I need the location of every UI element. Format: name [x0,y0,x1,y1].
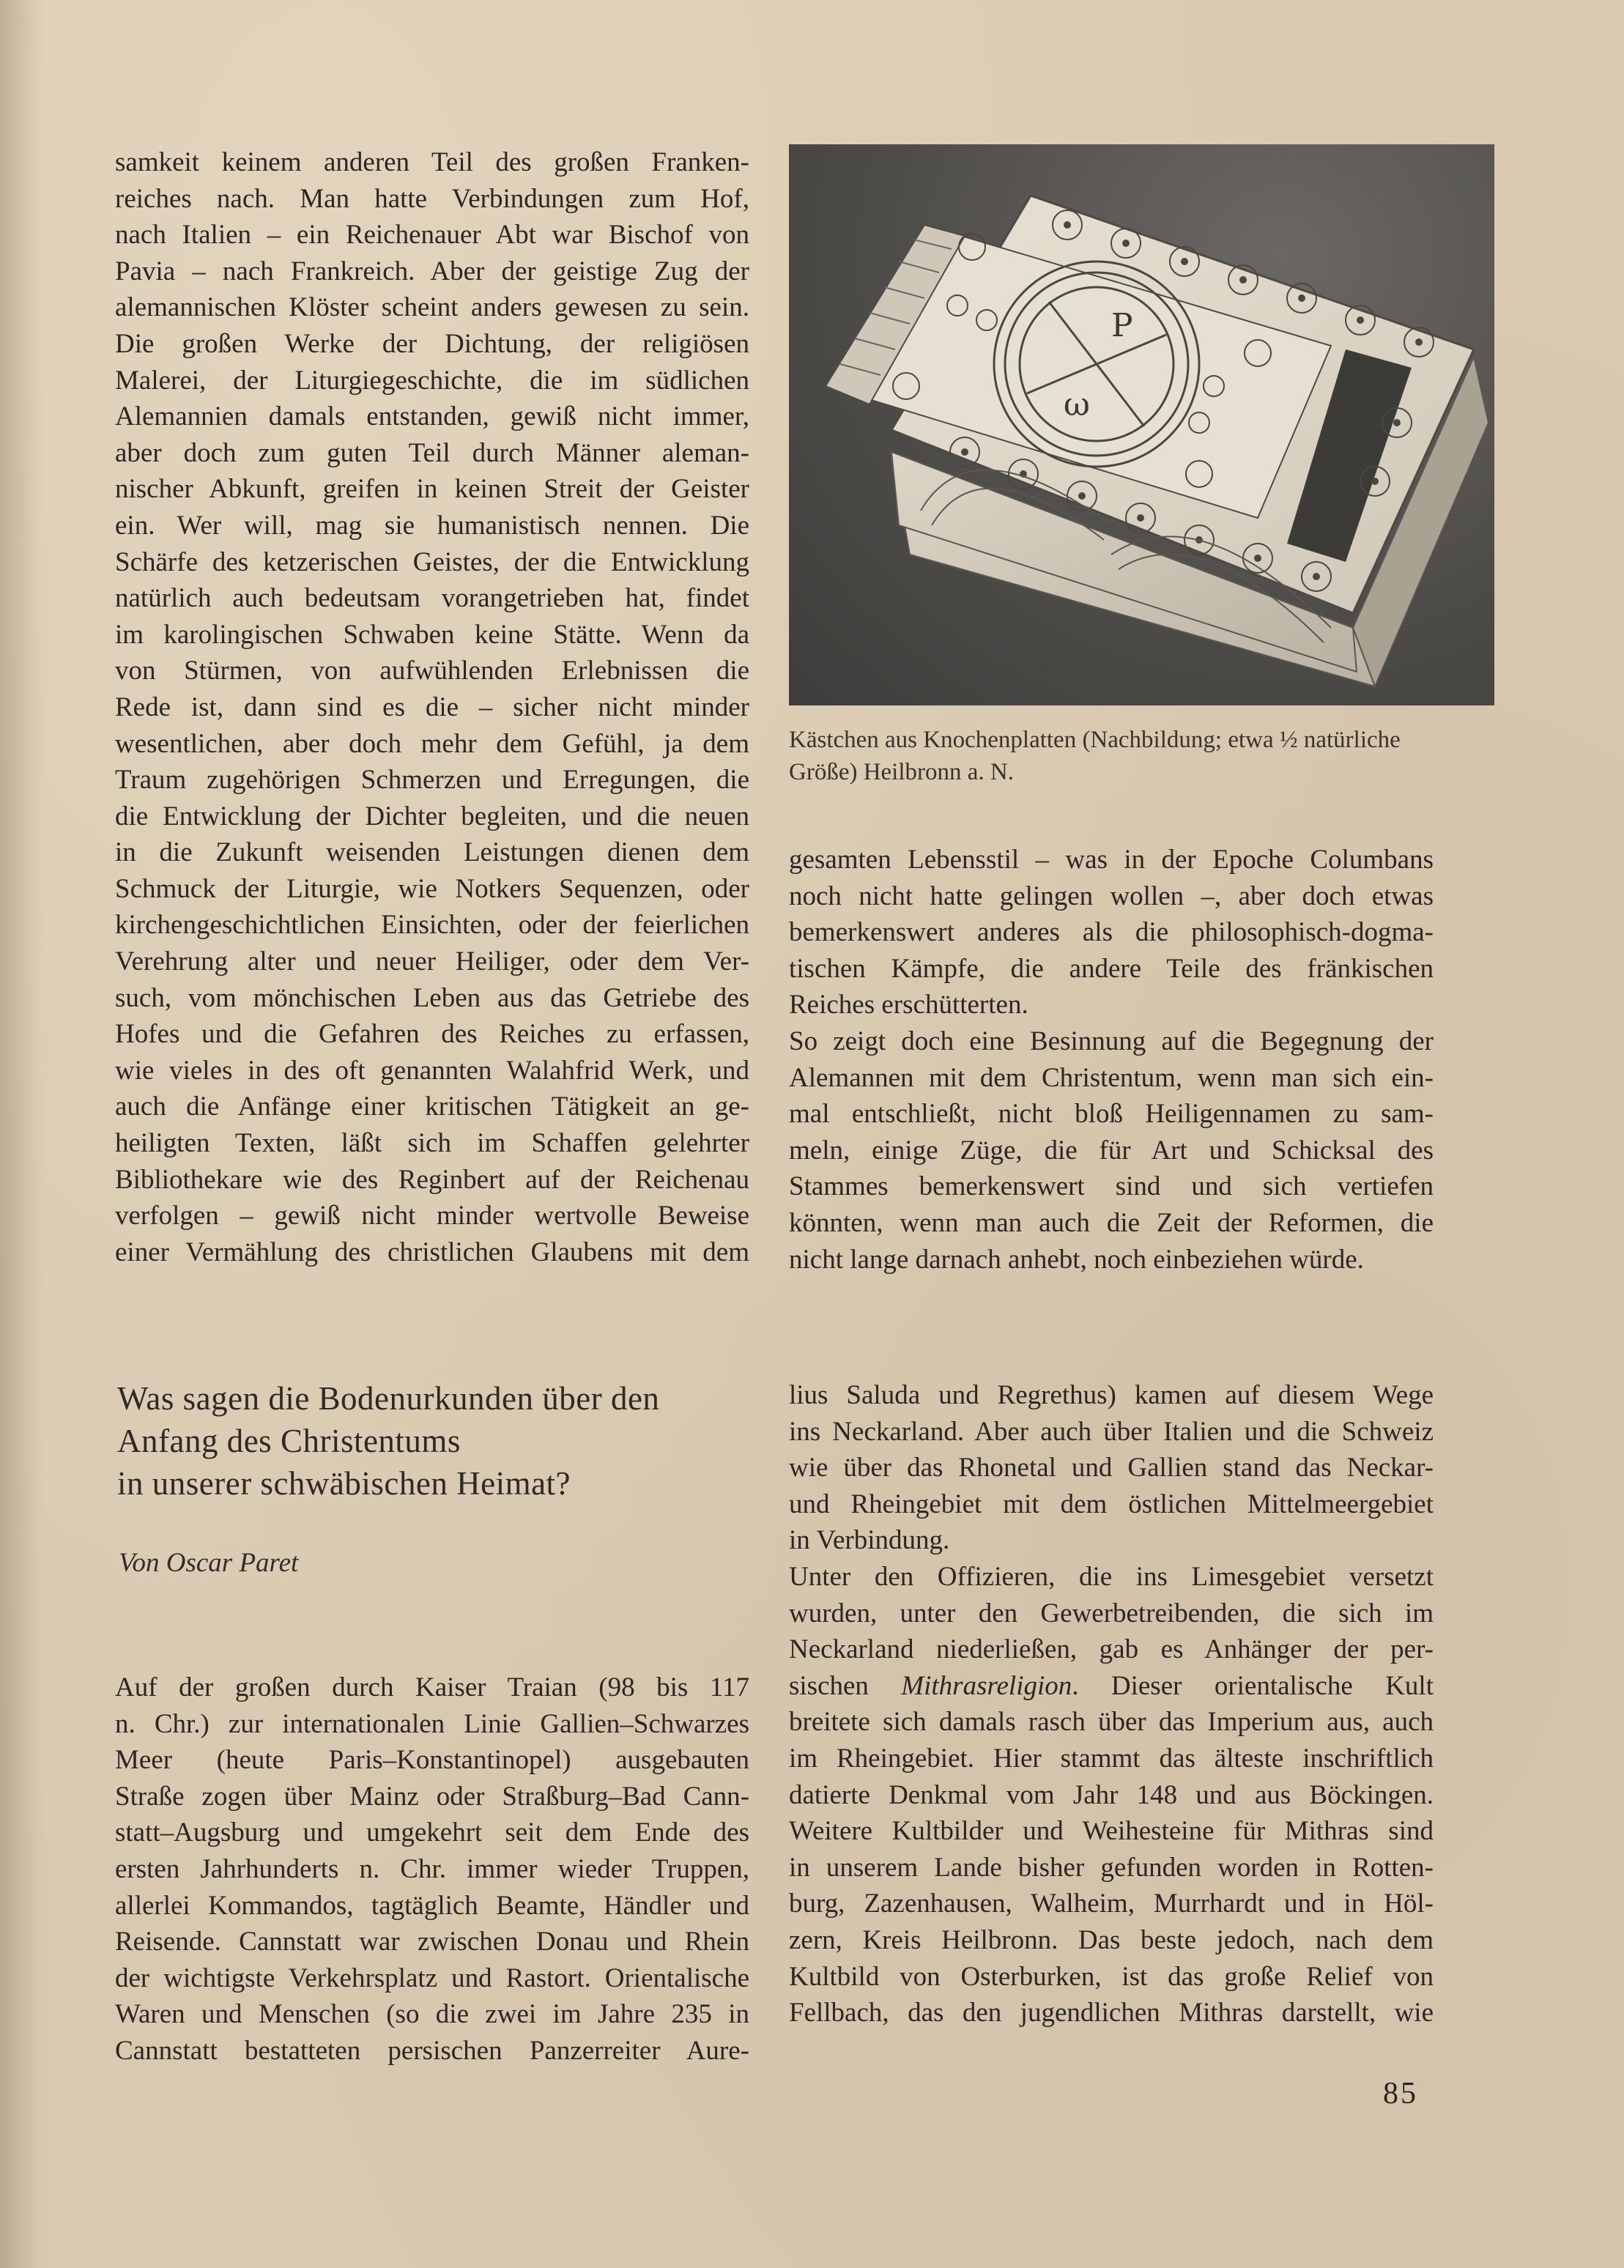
svg-text:P: P [1111,307,1133,344]
text-line: Rede ist, dann sind es die – sicher nicht minder [115,692,749,722]
text-line: im karolingischen Schwaben keine Stätte. Wenn da [115,619,749,650]
text-line: meln, einige Züge, die für Art und Schicksal des [789,1135,1434,1166]
text-line: ein. Wer will, mag sie humanistisch nennen. Die [115,510,749,541]
text-line: auch die Anfänge einer kritischen Tätigkeit an ge- [115,1092,749,1122]
text-line: zern, Kreis Heilbronn. Das beste jedoch, nach dem [789,1924,1434,1955]
text-line: Fellbach, das den jugendlichen Mithras darstellt, wie [789,1998,1434,2028]
svg-text:ω: ω [1064,386,1090,423]
text-line: die Entwicklung der Dichter begleiten, und die neuen [115,801,749,831]
italic-term: Mithrasreligion [901,1670,1072,1701]
text-line: aber doch zum guten Teil durch Männer aleman- [115,437,749,468]
text-line: wurden, unter den Gewerbetreibenden, die sich im [789,1598,1434,1628]
caption-line: Größe) Heilbronn a. N. [789,759,1014,785]
text-line: in die Zukunft weisenden Leistungen dienen dem [115,837,749,868]
lower-right-text-column [789,1377,1434,2031]
article-author: Von Oscar Paret [119,1548,299,1578]
text-line: mal entschließt, nicht bloß Heiligennamen zu sam- [789,1099,1434,1130]
text-line: in Verbindung. [789,1525,950,1556]
page-fold-shadow [0,0,44,2268]
text-line: statt–Augsburg und umgekehrt seit dem Ende des [115,1817,749,1848]
text-line: Schärfe des ketzerischen Geistes, der die Entwicklung [115,546,749,577]
text-line: Alemannen mit dem Christentum, wenn man sich ein- [789,1062,1434,1093]
text-line: Bibliothekare wie des Reginbert auf der Reichenau [115,1164,749,1195]
text-line: such, vom mönchischen Leben aus das Getriebe des [115,982,749,1013]
text-line: im Rheingebiet. Hier stammt das älteste inschriftlich [789,1743,1434,1774]
text-line: bemerkenswert anderes als die philosophisch-dogma- [789,917,1434,948]
text-line: ersten Jahrhunderts n. Chr. immer wieder Truppen, [115,1853,749,1884]
text-line: Malerei, der Liturgiegeschichte, die im südlichen [115,365,749,396]
text-line: breitete sich damals rasch über das Imperium aus, auch [789,1707,1434,1738]
text-line: einer Vermählung des christlichen Glaubens mit dem [115,1237,749,1267]
text-run: . Dieser orientalische Kult [1072,1670,1434,1701]
text-line: noch nicht hatte gelingen wollen –, aber doch etwas [789,881,1434,911]
text-line: Stammes bemerkenswert sind und sich vertiefen [789,1171,1434,1202]
text-line: nach Italien – ein Reichenauer Abt war Bischof von [115,220,749,251]
text-line: von Stürmen, von aufwühlenden Erlebnissen die [115,656,749,686]
lower-left-text-column [115,1670,749,2069]
text-line: nicht lange darnach anhebt, noch einbeziehen würde. [789,1244,1364,1275]
title-line: Anfang des Christentums [117,1423,461,1459]
text-line: Auf der großen durch Kaiser Traian (98 bis 117 [115,1672,749,1702]
text-line: verfolgen – gewiß nicht minder wertvolle Beweise [115,1201,749,1231]
text-line [789,1668,1434,1705]
text-line: alemannischen Klöster scheint anders gewesen zu sein. [115,292,749,323]
text-line: nischer Abkunft, greifen in keinen Streit der Geister [115,474,749,505]
text-line: Alemannien damals entstanden, gewiß nicht immer, [115,401,749,432]
text-line: Reiches erschütterten. [789,990,1028,1020]
text-line: wesentlichen, aber doch mehr dem Gefühl, ja dem [115,728,749,759]
text-line: gesamten Lebensstil – was in der Epoche Columbans [789,845,1434,875]
text-line: n. Chr.) zur internationalen Linie Gallien–Schwarzes [115,1708,749,1739]
text-line: wie über das Rhonetal und Gallien stand das Neckar- [789,1453,1434,1483]
text-line: und Rheingebiet mit dem östlichen Mittelmeergebiet [789,1489,1434,1519]
text-line: Schmuck der Liturgie, wie Notkers Sequenzen, oder [115,873,749,904]
text-line: lius Saluda und Regrethus) kamen auf diesem Wege [789,1380,1434,1410]
text-line: Neckarland niederließen, gab es Anhänger der per- [789,1634,1434,1665]
text-line: Cannstatt bestatteten persischen Panzerreiter Aure- [115,2035,749,2066]
text-line: wie vieles in des oft genannten Walahfrid Werk, und [115,1055,749,1086]
text-line: der wichtigste Verkehrsplatz und Rastort. Orientalische [115,1963,749,1993]
text-line: reiches nach. Man hatte Verbindungen zum Hof, [115,183,749,214]
text-line: tischen Kämpfe, die andere Teile des fränkischen [789,953,1434,984]
text-run: sischen [789,1670,902,1701]
carved-box-illustration [789,144,1494,705]
text-line: Verehrung alter und neuer Heiliger, oder dem Ver- [115,946,749,977]
bone-box-photograph [789,144,1494,705]
text-line: So zeigt doch eine Besinnung auf die Begegnung der [789,1026,1434,1056]
caption-line: Kästchen aus Knochenplatten (Nachbildung; etwa ½ natürliche [789,727,1401,753]
text-line: allerlei Kommandos, tagtäglich Beamte, Händler und [115,1890,749,1921]
text-line: Pavia – nach Frankreich. Aber der geistige Zug der [115,256,749,286]
upper-right-text-column [789,842,1434,1278]
text-line: Straße zogen über Mainz oder Straßburg–Bad Cann- [115,1781,749,1812]
text-line: samkeit keinem anderen Teil des großen Franken- [115,147,749,177]
title-line: in unserer schwäbischen Heimat? [117,1465,571,1502]
text-line: in unserem Lande bisher gefunden worden in Rotten- [789,1852,1434,1883]
upper-left-text-column [115,144,749,1270]
text-line: Traum zugehörigen Schmerzen und Erregungen, die [115,765,749,796]
text-line: kirchengeschichtlichen Einsichten, oder der feierlichen [115,910,749,941]
text-line: Hofes und die Gefahren des Reiches zu erfassen, [115,1019,749,1050]
text-line: Waren und Menschen (so die zwei im Jahre 235 in [115,1999,749,2030]
text-line: ins Neckarland. Aber auch über Italien und die Schweiz [789,1416,1434,1447]
text-line: heiligten Texten, läßt sich im Schaffen gelehrter [115,1128,749,1159]
page-number: 85 [1383,2077,1418,2110]
figure-caption [789,724,1507,788]
text-line: könnten, wenn man auch die Zeit der Reformen, die [789,1207,1434,1238]
title-line: Was sagen die Bodenurkunden über den [117,1380,660,1417]
article-title [117,1377,762,1505]
text-line: datierte Denkmal vom Jahr 148 und aus Böckingen. [789,1779,1434,1810]
text-line: Reisende. Cannstatt war zwischen Donau und Rhein [115,1927,749,1957]
text-line: Die großen Werke der Dichtung, der religiösen [115,328,749,359]
text-line: natürlich auch bedeutsam vorangetrieben hat, findet [115,583,749,614]
text-line: Kultbild von Osterburken, ist das große Relief von [789,1961,1434,1992]
text-line: Meer (heute Paris–Konstantinopel) ausgebauten [115,1745,749,1776]
text-line: Unter den Offizieren, die ins Limesgebiet versetzt [789,1561,1434,1592]
text-line: burg, Zazenhausen, Walheim, Murrhardt und in Höl- [789,1889,1434,1919]
text-line: Weitere Kultbilder und Weihesteine für Mithras sind [789,1816,1434,1847]
